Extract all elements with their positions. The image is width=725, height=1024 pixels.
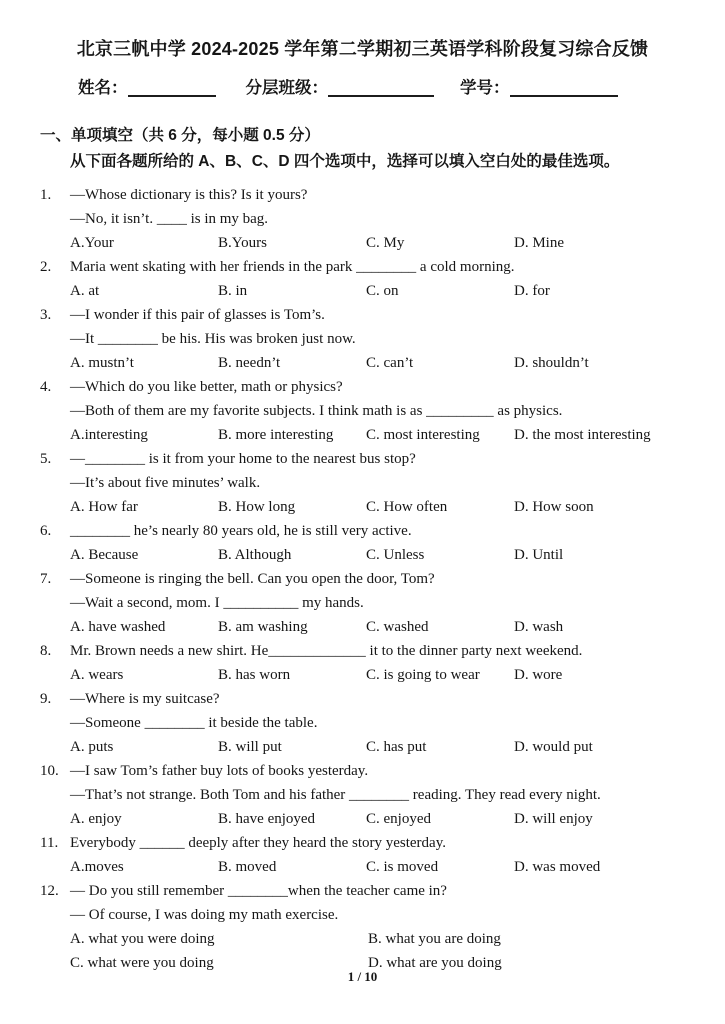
question-12 (40, 879, 685, 975)
question-line: —Someone is ringing the bell. Can you open the door, Tom? (70, 571, 435, 587)
question-number: 2. (40, 259, 52, 275)
options-row (70, 615, 685, 639)
option-c: C. How often (366, 499, 448, 515)
class-blank (328, 80, 434, 97)
question-line: —Where is my suitcase? (70, 691, 220, 707)
student-info-row (40, 74, 685, 98)
option-d: D. Until (514, 547, 564, 563)
question-9 (40, 687, 685, 759)
page-number: 1 / 10 (347, 969, 378, 984)
question-number: 1. (40, 187, 52, 203)
question-number: 4. (40, 379, 52, 395)
question-number: 10. (40, 763, 59, 779)
question-6 (40, 519, 685, 567)
option-d: D. would put (514, 739, 593, 755)
option-c: C. is moved (366, 859, 439, 875)
option-a: A. at (70, 283, 100, 299)
question-2 (40, 255, 685, 303)
option-a: A. have washed (70, 619, 166, 635)
question-line: —It’s about five minutes’ walk. (70, 475, 261, 491)
question-line: —Whose dictionary is this? Is it yours? (70, 187, 308, 203)
question-line: —Which do you like better, math or physics? (70, 379, 343, 395)
question-list (40, 183, 685, 975)
option-a: A. puts (70, 739, 114, 755)
question-4 (40, 375, 685, 447)
option-a: A.Your (70, 235, 114, 251)
options-row (70, 231, 685, 255)
question-line: —No, it isn’t. ____ is in my bag. (70, 211, 269, 227)
options-row (70, 927, 685, 951)
option-a: A. mustn’t (70, 355, 134, 371)
question-1 (40, 183, 685, 255)
option-c: C. has put (366, 739, 427, 755)
option-b: B.Yours (218, 235, 267, 251)
option-a: A. what you were doing (70, 931, 215, 947)
option-a: A. How far (70, 499, 138, 515)
options-row (70, 807, 685, 831)
question-line: —I saw Tom’s father buy lots of books yesterday. (70, 763, 369, 779)
question-number: 11. (40, 835, 59, 851)
option-d: D. for (514, 283, 550, 299)
option-d: D. was moved (514, 859, 601, 875)
option-a: A.moves (70, 859, 124, 875)
option-b: B. How long (218, 499, 296, 515)
option-c: C. washed (366, 619, 429, 635)
question-number: 5. (40, 451, 52, 467)
option-d: D. shouldn’t (514, 355, 589, 371)
question-number: 6. (40, 523, 52, 539)
name-label: 姓名： (78, 79, 128, 97)
question-line: —________ is it from your home to the nearest bus stop? (70, 451, 416, 467)
options-row (70, 495, 685, 519)
option-a: A. wears (70, 667, 124, 683)
options-row (70, 543, 685, 567)
option-a: A. Because (70, 547, 139, 563)
page-title: 北京三帆中学 2024-2025 学年第二学期初三英语学科阶段复习综合反馈 (76, 39, 649, 59)
question-line: —It ________ be his. His was broken just now. (70, 331, 356, 347)
question-line: Everybody ______ deeply after they heard the story yesterday. (70, 835, 446, 851)
option-b: B. am washing (218, 619, 308, 635)
option-b: B. what you are doing (368, 931, 501, 947)
question-line: —Someone ________ it beside the table. (70, 715, 318, 731)
option-a: A.interesting (70, 427, 148, 443)
question-5 (40, 447, 685, 519)
question-7 (40, 567, 685, 639)
options-row (70, 663, 685, 687)
question-line: —Wait a second, mom. I __________ my hands. (70, 595, 364, 611)
option-b: B. will put (218, 739, 282, 755)
option-a: A. enjoy (70, 811, 122, 827)
options-row (70, 351, 685, 375)
question-3 (40, 303, 685, 375)
options-row (70, 423, 685, 447)
option-c: C. enjoyed (366, 811, 431, 827)
option-b: B. needn’t (218, 355, 281, 371)
option-c: C. what were you doing (70, 955, 214, 971)
question-10 (40, 759, 685, 831)
section-heading: 一、单项填空（共 6 分，每小题 0.5 分） (40, 127, 320, 144)
option-b: B. have enjoyed (218, 811, 316, 827)
section-instruction: 从下面各题所给的 A、B、C、D 四个选项中，选择可以填入空白处的最佳选项。 (70, 153, 620, 170)
class-label: 分层班级： (245, 79, 328, 97)
options-row (70, 279, 685, 303)
question-number: 3. (40, 307, 52, 323)
options-row (70, 855, 685, 879)
question-line: — Of course, I was doing my math exercise. (70, 907, 339, 923)
option-c: C. My (366, 235, 405, 251)
option-d: D. wash (514, 619, 564, 635)
option-c: C. is going to wear (366, 667, 480, 683)
option-d: D. Mine (514, 235, 564, 251)
student-id-label: 学号： (460, 79, 510, 97)
option-b: B. Although (218, 547, 292, 563)
question-line: Mr. Brown needs a new shirt. He_____________ it to the dinner party next weekend. (70, 643, 583, 659)
question-number: 12. (40, 883, 59, 899)
option-d: D. wore (514, 667, 563, 683)
question-11 (40, 831, 685, 879)
question-line: — Do you still remember ________when the teacher came in? (70, 883, 447, 899)
name-blank (128, 80, 216, 97)
option-d: D. How soon (514, 499, 594, 515)
question-number: 8. (40, 643, 52, 659)
question-line: —I wonder if this pair of glasses is Tom’s. (70, 307, 325, 323)
question-line: —That’s not strange. Both Tom and his father ________ reading. They read every night. (70, 787, 601, 803)
options-row (70, 735, 685, 759)
option-d: D. will enjoy (514, 811, 593, 827)
option-c: C. on (366, 283, 399, 299)
option-b: B. more interesting (218, 427, 334, 443)
option-b: B. moved (218, 859, 277, 875)
option-c: C. can’t (366, 355, 414, 371)
question-number: 9. (40, 691, 52, 707)
option-c: C. Unless (366, 547, 425, 563)
option-c: C. most interesting (366, 427, 480, 443)
question-line: —Both of them are my favorite subjects. I think math is as _________ as physics. (70, 403, 563, 419)
question-line: ________ he’s nearly 80 years old, he is still very active. (70, 523, 412, 539)
option-d: D. what are you doing (368, 955, 502, 971)
question-number: 7. (40, 571, 52, 587)
question-line: Maria went skating with her friends in the park ________ a cold morning. (70, 259, 515, 275)
option-b: B. in (218, 283, 248, 299)
option-b: B. has worn (218, 667, 291, 683)
option-d: D. the most interesting (514, 427, 651, 443)
student-id-blank (510, 80, 618, 97)
question-8 (40, 639, 685, 687)
